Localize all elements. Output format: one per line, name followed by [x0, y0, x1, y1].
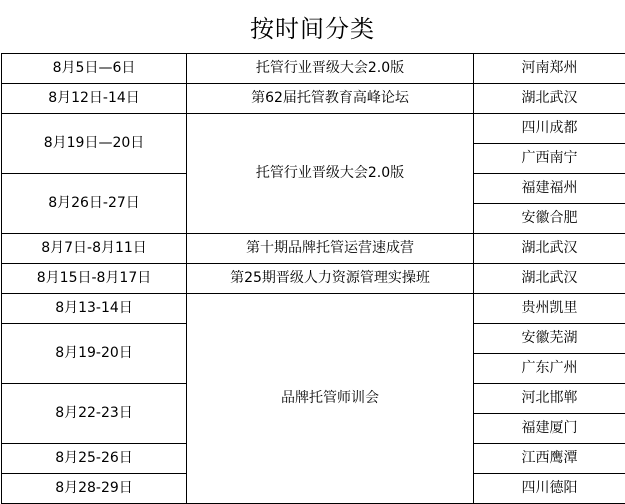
- date-cell: 8月13-14日: [2, 294, 187, 324]
- table-row: [2, 234, 625, 264]
- event-cell: 第62届托管教育高峰论坛: [187, 84, 474, 114]
- date-cell: 8月12日-14日: [2, 84, 187, 114]
- city-cell: 湖北武汉: [474, 234, 625, 264]
- event-cell: 第25期晋级人力资源管理实操班: [187, 264, 474, 294]
- date-cell: 8月5日—6日: [2, 54, 187, 84]
- city-cell: 四川德阳: [474, 474, 625, 504]
- event-cell: 托管行业晋级大会2.0版: [187, 54, 474, 84]
- table-row: [2, 84, 625, 114]
- date-cell: 8月22-23日: [2, 384, 187, 444]
- event-cell: 品牌托管师训会: [187, 294, 474, 504]
- table-row: [2, 114, 625, 144]
- city-cell: 安徽芜湖: [474, 324, 625, 354]
- date-cell: 8月19-20日: [2, 324, 187, 384]
- date-cell: 8月25-26日: [2, 444, 187, 474]
- table-row: [2, 264, 625, 294]
- event-cell: 托管行业晋级大会2.0版: [187, 114, 474, 234]
- date-cell: 8月15日-8月17日: [2, 264, 187, 294]
- city-cell: 广西南宁: [474, 144, 625, 174]
- date-cell: 8月26日-27日: [2, 174, 187, 234]
- city-cell: 河南郑州: [474, 54, 625, 84]
- event-cell: 第十期品牌托管运营速成营: [187, 234, 474, 264]
- city-cell: 福建厦门: [474, 414, 625, 444]
- date-cell: 8月28-29日: [2, 474, 187, 504]
- page-title: 按时间分类: [0, 0, 625, 53]
- city-cell: 湖北武汉: [474, 264, 625, 294]
- schedule-table: [1, 53, 625, 504]
- city-cell: 江西鹰潭: [474, 444, 625, 474]
- city-cell: 广东广州: [474, 354, 625, 384]
- city-cell: 湖北武汉: [474, 84, 625, 114]
- date-cell: 8月19日—20日: [2, 114, 187, 174]
- table-row: [2, 294, 625, 324]
- city-cell: 福建福州: [474, 174, 625, 204]
- city-cell: 安徽合肥: [474, 204, 625, 234]
- date-cell: 8月7日-8月11日: [2, 234, 187, 264]
- table-row: [2, 54, 625, 84]
- city-cell: 贵州凯里: [474, 294, 625, 324]
- city-cell: 河北邯郸: [474, 384, 625, 414]
- city-cell: 四川成都: [474, 114, 625, 144]
